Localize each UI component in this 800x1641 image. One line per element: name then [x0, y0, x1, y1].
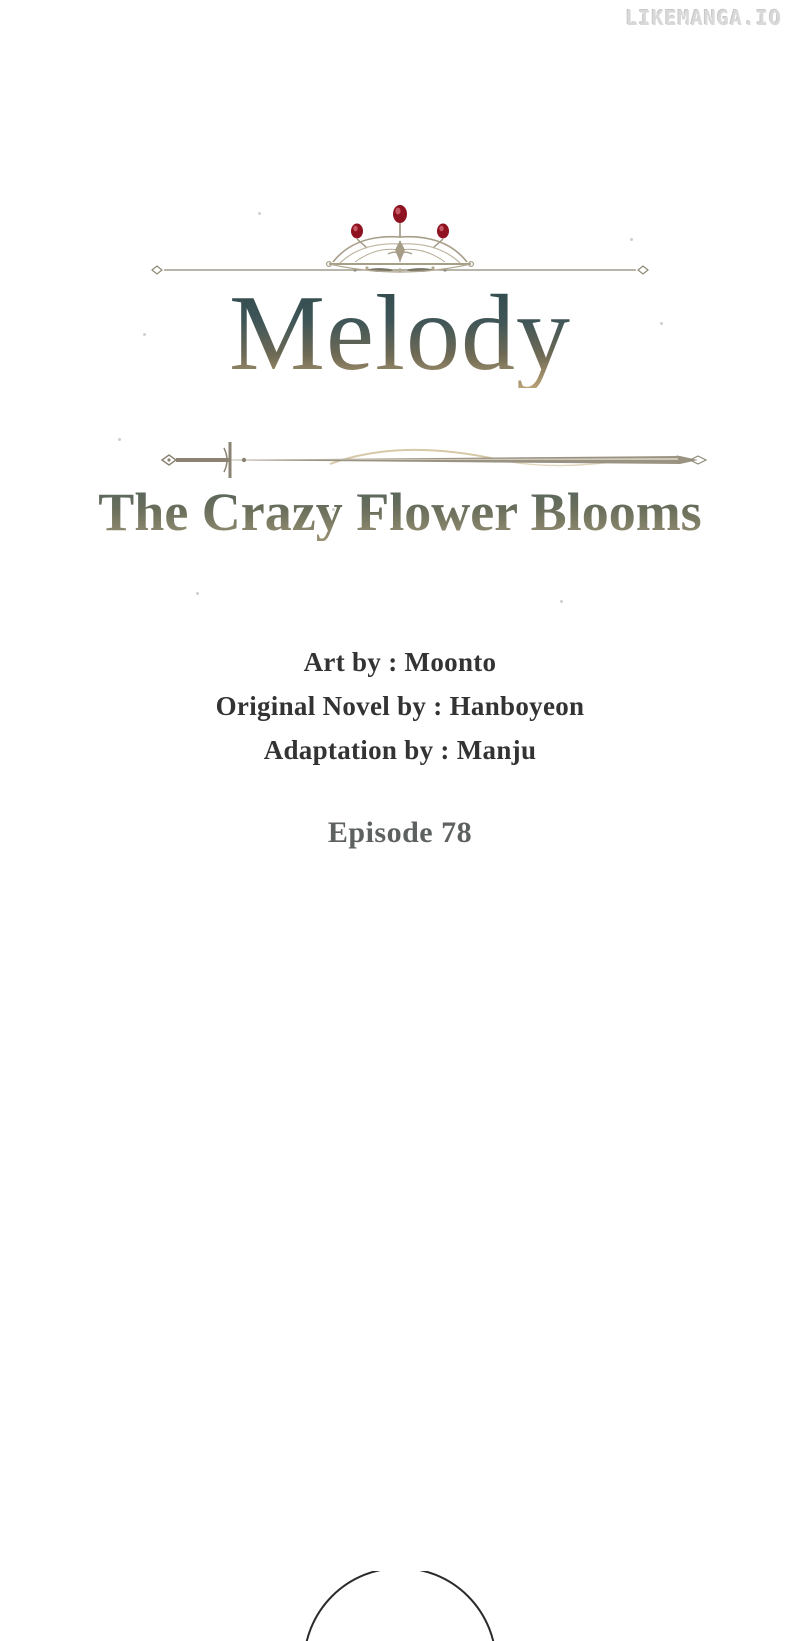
credit-line-original-novel: Original Novel by : Hanboyeon	[215, 691, 585, 721]
page-title: Melody	[0, 280, 800, 388]
sword-icon	[80, 430, 720, 490]
speck	[196, 592, 199, 595]
speck	[560, 600, 563, 603]
crown-ornament-row	[0, 190, 800, 286]
next-panel-preview	[0, 1571, 800, 1641]
episode-label: Episode 78	[327, 816, 473, 849]
credit-line-art: Art by : Moonto	[303, 647, 497, 677]
credit-line-adaptation: Adaptation by : Manju	[263, 735, 537, 765]
site-watermark: LIKEMANGA.IO	[625, 6, 782, 30]
panel-arc-shape	[303, 1571, 497, 1641]
page-subtitle: The Crazy Flower Blooms	[0, 484, 800, 541]
credits-block	[0, 640, 800, 772]
title-block	[0, 190, 800, 586]
sword-ornament-row	[0, 430, 800, 490]
